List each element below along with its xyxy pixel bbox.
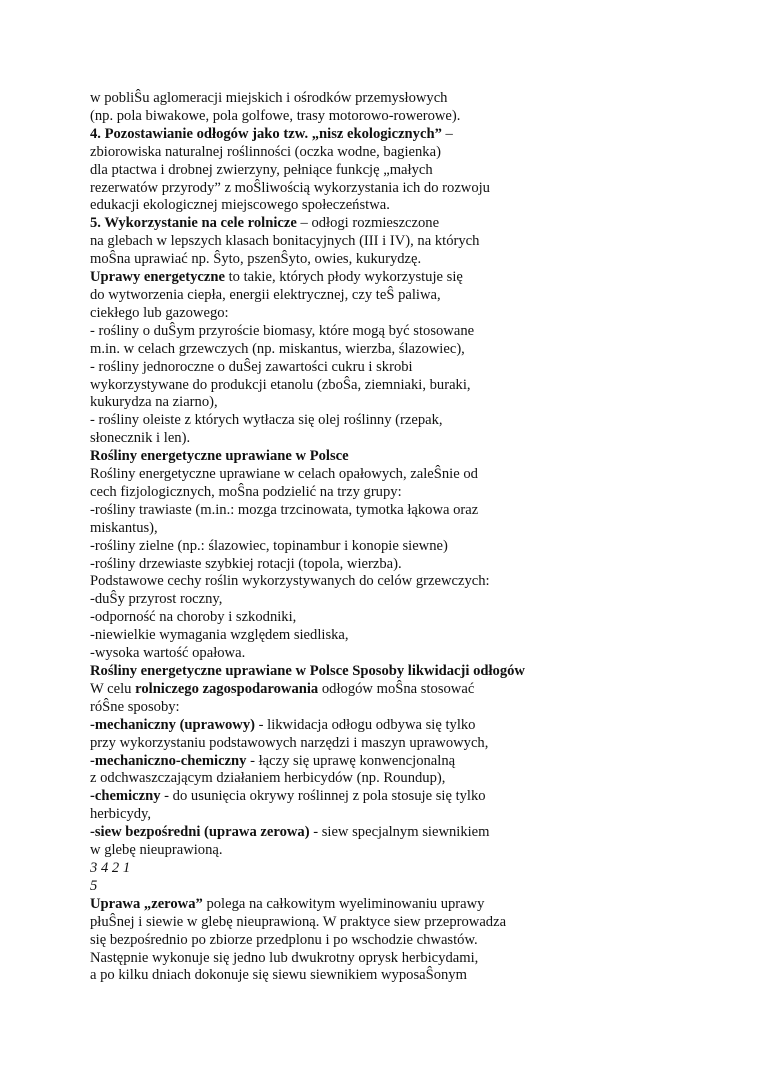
text-line xyxy=(90,735,730,753)
body-text: Rośliny energetyczne uprawiane w celach opałowych, zaleŜnie od xyxy=(90,466,478,483)
body-text: - rośliny jednoroczne o duŜej zawartości cukru i skrobi xyxy=(90,358,413,375)
body-text: - rośliny oleiste z których wytłacza się olej roślinny (rzepak, xyxy=(90,412,443,429)
body-text: -rośliny zielne (np.: ślazowiec, topinambur i konopie siewne) xyxy=(90,537,448,554)
bold-text: -mechaniczno-chemiczny xyxy=(90,752,247,769)
text-line xyxy=(90,896,730,914)
text-line xyxy=(90,394,730,412)
body-text: dla ptactwa i drobnej zwierzyny, pełniące funkcję „małych xyxy=(90,161,433,178)
body-text: – odłogi rozmieszczone xyxy=(296,215,440,232)
body-text: W celu xyxy=(90,680,136,697)
text-line xyxy=(90,770,730,788)
body-text: Podstawowe cechy roślin wykorzystywanych do celów grzewczych: xyxy=(90,573,490,590)
text-line xyxy=(90,233,730,251)
text-line xyxy=(90,520,730,538)
body-text: -rośliny trawiaste (m.in.: mozga trzcinowata, tymotka łąkowa oraz xyxy=(90,501,479,518)
text-line xyxy=(90,645,730,663)
text-line xyxy=(90,538,730,556)
body-text: kukurydza na ziarno), xyxy=(90,394,218,411)
body-text: do wytworzenia ciepła, energii elektrycznej, czy teŜ paliwa, xyxy=(90,286,441,303)
text-line xyxy=(90,717,730,735)
body-text: cech fizjologicznych, moŜna podzielić na trzy grupy: xyxy=(90,483,402,500)
body-text: polega na całkowitym wyeliminowaniu uprawy xyxy=(202,895,485,912)
body-text: przy wykorzystaniu podstawowych narzędzi i maszyn uprawowych, xyxy=(90,734,489,751)
body-text: w pobliŜu aglomeracji miejskich i ośrodków przemysłowych xyxy=(90,90,448,106)
body-text: - likwidacja odłogu odbywa się tylko xyxy=(254,716,476,733)
text-line xyxy=(90,144,730,162)
bold-text: -chemiczny xyxy=(90,788,161,805)
body-text: - rośliny o duŜym przyroście biomasy, które mogą być stosowane xyxy=(90,322,475,339)
text-line xyxy=(90,448,730,466)
bold-text: 4. Pozostawianie odłogów jako tzw. „nisz ekologicznych” xyxy=(90,125,442,142)
text-line xyxy=(90,699,730,717)
bold-text: Uprawy energetyczne xyxy=(90,269,225,286)
body-text: wykorzystywane do produkcji etanolu (zboŜa, ziemniaki, buraki, xyxy=(90,376,471,393)
body-text: róŜne sposoby: xyxy=(90,698,180,715)
text-line xyxy=(90,950,730,968)
bold-text: -siew bezpośredni (uprawa zerowa) xyxy=(90,824,310,841)
text-line xyxy=(90,484,730,502)
body-text: -rośliny drzewiaste szybkiej rotacji (topola, wierzba). xyxy=(90,555,402,572)
text-line xyxy=(90,341,730,359)
text-line xyxy=(90,842,730,860)
body-text: to takie, których płody wykorzystuje się xyxy=(224,269,463,286)
bold-text: rolniczego zagospodarowania xyxy=(135,680,319,697)
body-text: a po kilku dniach dokonuje się siewu siewnikiem wyposaŜonym xyxy=(90,967,467,984)
body-text: -wysoka wartość opałowa. xyxy=(90,645,246,662)
text-line xyxy=(90,681,730,699)
text-line xyxy=(90,323,730,341)
body-text: -niewielkie wymagania względem siedliska, xyxy=(90,627,349,644)
text-line xyxy=(90,287,730,305)
text-line xyxy=(90,860,730,878)
bold-text: Rośliny energetyczne uprawiane w Polsce Sposoby likwidacji odłogów xyxy=(90,663,525,679)
body-text: z odchwaszczającym działaniem herbicydów (np. Roundup), xyxy=(90,770,446,787)
text-line xyxy=(90,197,730,215)
body-text: miskantus), xyxy=(90,519,158,536)
body-text: ciekłego lub gazowego: xyxy=(90,304,229,321)
text-line xyxy=(90,126,730,144)
text-line xyxy=(90,627,730,645)
text-line xyxy=(90,967,730,985)
body-text: m.in. w celach grzewczych (np. miskantus, wierzba, ślazowiec), xyxy=(90,340,465,357)
body-text: - łączy się uprawę konwencjonalną xyxy=(246,752,456,769)
text-line xyxy=(90,430,730,448)
text-line xyxy=(90,806,730,824)
body-text: - siew specjalnym siewnikiem xyxy=(309,824,490,841)
text-line xyxy=(90,502,730,520)
text-line xyxy=(90,90,730,108)
bold-text: Uprawa „zerowa” xyxy=(90,895,203,912)
body-text: -odporność na choroby i szkodniki, xyxy=(90,609,297,626)
text-line xyxy=(90,269,730,287)
text-line xyxy=(90,878,730,896)
bold-text: -mechaniczny (uprawowy) xyxy=(90,716,255,733)
text-line xyxy=(90,609,730,627)
text-line xyxy=(90,377,730,395)
body-text: rezerwatów przyrody” z moŜliwością wykorzystania ich do rozwoju xyxy=(90,179,490,196)
body-text: płuŜnej i siewie w glebę nieuprawioną. W praktyce siew przeprowadza xyxy=(90,913,507,930)
text-line xyxy=(90,663,730,681)
text-line xyxy=(90,305,730,323)
body-text: (np. pola biwakowe, pola golfowe, trasy motorowo-rowerowe). xyxy=(90,107,461,124)
bold-text: 5. Wykorzystanie na cele rolnicze xyxy=(90,215,297,232)
text-line xyxy=(90,180,730,198)
body-text: – xyxy=(441,125,453,142)
body-text: herbicydy, xyxy=(90,806,152,823)
text-line xyxy=(90,914,730,932)
text-line xyxy=(90,359,730,377)
document-page xyxy=(90,90,730,985)
body-text: -duŜy przyrost roczny, xyxy=(90,591,223,608)
text-line xyxy=(90,108,730,126)
text-line xyxy=(90,573,730,591)
body-text: słonecznik i len). xyxy=(90,430,191,447)
text-line xyxy=(90,162,730,180)
body-text: na glebach w lepszych klasach bonitacyjnych (III i IV), na których xyxy=(90,233,480,250)
body-text: - do usunięcia okrywy roślinnej z pola stosuje się tylko xyxy=(160,788,486,805)
text-line xyxy=(90,932,730,950)
text-line xyxy=(90,215,730,233)
italic-text: 5 xyxy=(90,877,98,894)
body-text: moŜna uprawiać np. Ŝyto, pszenŜyto, owies, kukurydzę. xyxy=(90,251,422,268)
body-text: odłogów moŜna stosować xyxy=(318,680,475,697)
text-line xyxy=(90,753,730,771)
text-line xyxy=(90,824,730,842)
bold-text: Rośliny energetyczne uprawiane w Polsce xyxy=(90,448,349,465)
italic-text: 3 4 2 1 xyxy=(90,859,131,876)
text-line xyxy=(90,591,730,609)
body-text: się bezpośrednio po zbiorze przedplonu i po wschodzie chwastów. xyxy=(90,931,478,948)
text-line xyxy=(90,466,730,484)
body-text: Następnie wykonuje się jedno lub dwukrotny oprysk herbicydami, xyxy=(90,949,479,966)
body-text: zbiorowiska naturalnej roślinności (oczka wodne, bagienka) xyxy=(90,143,441,160)
text-line xyxy=(90,556,730,574)
text-line xyxy=(90,412,730,430)
body-text: edukacji ekologicznej miejscowego społeczeństwa. xyxy=(90,197,390,214)
text-line xyxy=(90,788,730,806)
body-text: w glebę nieuprawioną. xyxy=(90,842,223,859)
text-line xyxy=(90,251,730,269)
